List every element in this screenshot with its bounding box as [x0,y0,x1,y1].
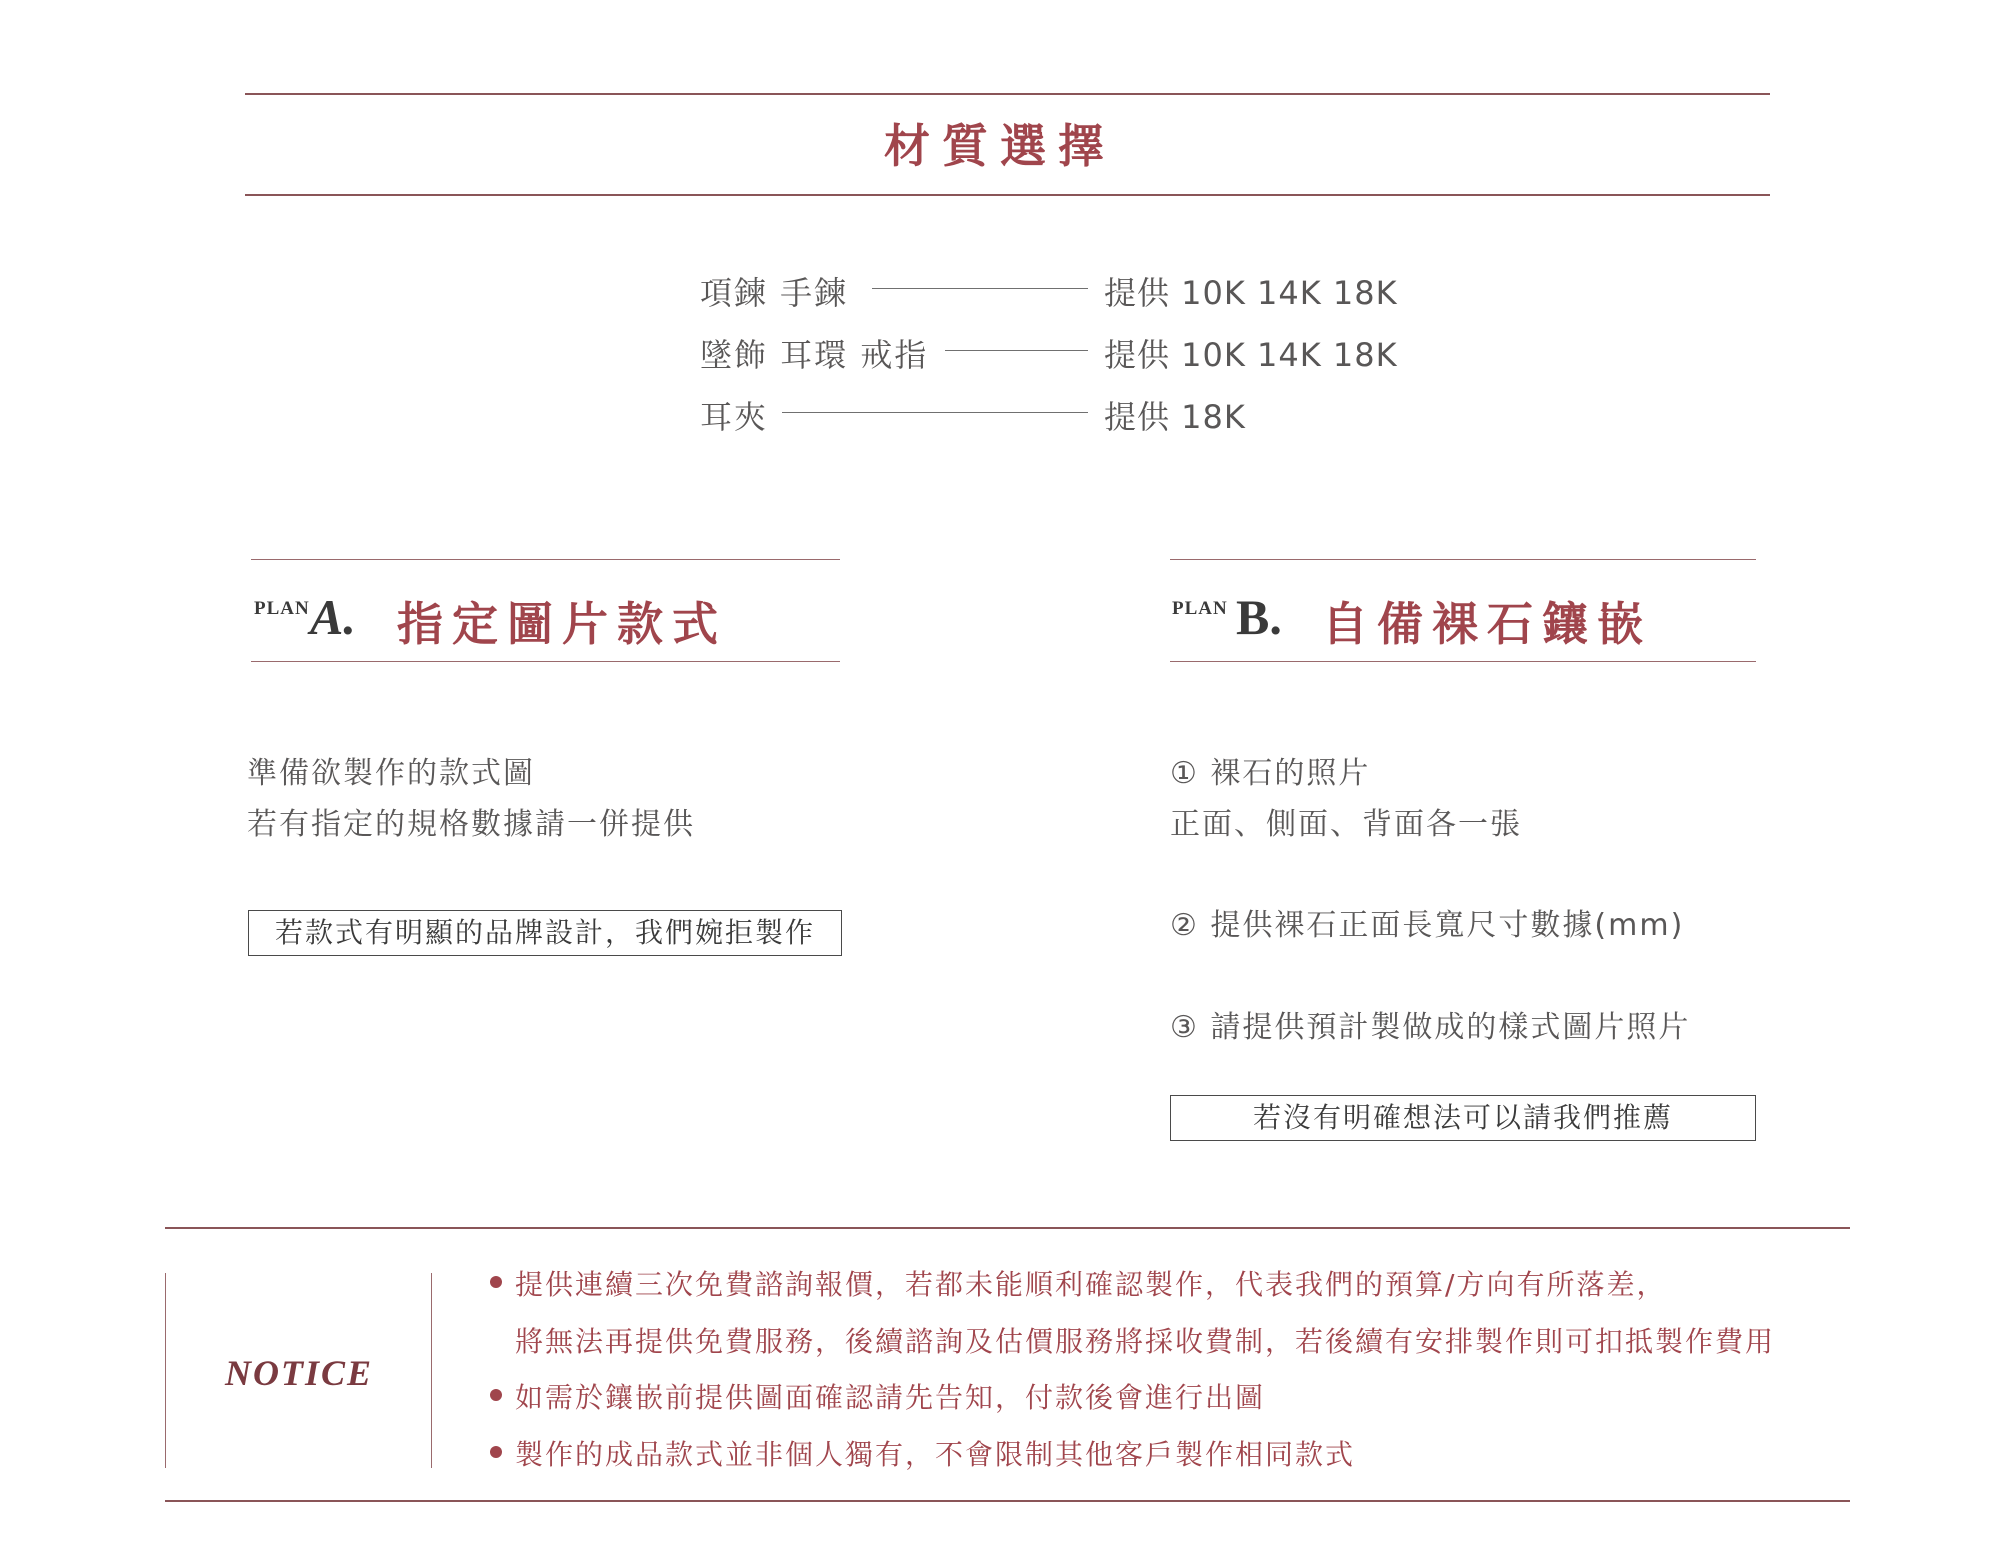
plan-b-bottom-rule [1170,661,1756,662]
notice-bottom-rule [165,1500,1850,1502]
plan-b-heading [1172,584,1756,654]
leader-line [945,350,1088,351]
plan-a-title: 指定圖片款式 [397,597,727,651]
plan-b-line: 正面、側面、背面各一張 [1170,807,1522,842]
plan-b-word: PLAN [1172,598,1228,619]
notice-left-border [165,1273,166,1468]
plan-b-line: ③ 請提供預計製做成的樣式圖片照片 [1170,1010,1691,1045]
plan-b-line: ① 裸石的照片 [1170,756,1371,791]
notice-line: 提供連續三次免費諮詢報價，若都未能順利確認製作，代表我們的預算/方向有所落差， [515,1268,1667,1301]
bullet-icon [490,1446,502,1458]
plan-b-letter: B. [1236,589,1282,645]
bullet-icon [490,1389,502,1401]
plan-b-boxed-note: 若沒有明確想法可以請我們推薦 [1170,1095,1756,1141]
plan-a-letter: A. [310,589,356,645]
notice-label: NOTICE [225,1353,374,1393]
notice-line: 如需於鑲嵌前提供圖面確認請先告知，付款後會進行出圖 [515,1381,1266,1414]
plan-b-line: ② 提供裸石正面長寬尺寸數據(mm) [1170,908,1685,943]
bullet-icon [490,1276,502,1288]
material-item-label: 耳夾 [700,398,769,436]
plan-a-line: 若有指定的規格數據請一併提供 [247,807,695,842]
material-item-label: 墜飾 耳環 戒指 [700,336,929,374]
notice-top-rule [165,1227,1850,1229]
material-top-rule [245,93,1770,95]
plan-a-line: 準備欲製作的款式圖 [247,756,535,791]
plan-b-top-rule [1170,559,1756,560]
leader-line [872,288,1088,289]
material-value: 提供 18K [1104,398,1246,436]
material-bottom-rule [245,194,1770,196]
plan-a-heading [254,584,840,654]
plan-a-bottom-rule [251,661,840,662]
notice-line: 製作的成品款式並非個人獨有，不會限制其他客戶製作相同款式 [515,1438,1356,1471]
plan-a-boxed-note: 若款式有明顯的品牌設計，我們婉拒製作 [248,910,842,956]
notice-line: 將無法再提供免費服務，後續諮詢及估價服務將採收費制，若後續有安排製作則可扣抵製作費用 [515,1325,1776,1358]
material-value: 提供 10K 14K 18K [1104,274,1398,312]
material-item-label: 項鍊 手鍊 [700,274,849,312]
notice-divider [431,1273,432,1468]
material-title: 材質選擇 [884,119,1116,173]
leader-line [782,412,1088,413]
material-value: 提供 10K 14K 18K [1104,336,1398,374]
plan-a-word: PLAN [254,598,310,619]
plan-a-top-rule [251,559,840,560]
plan-b-title: 自備裸石鑲嵌 [1322,597,1652,651]
